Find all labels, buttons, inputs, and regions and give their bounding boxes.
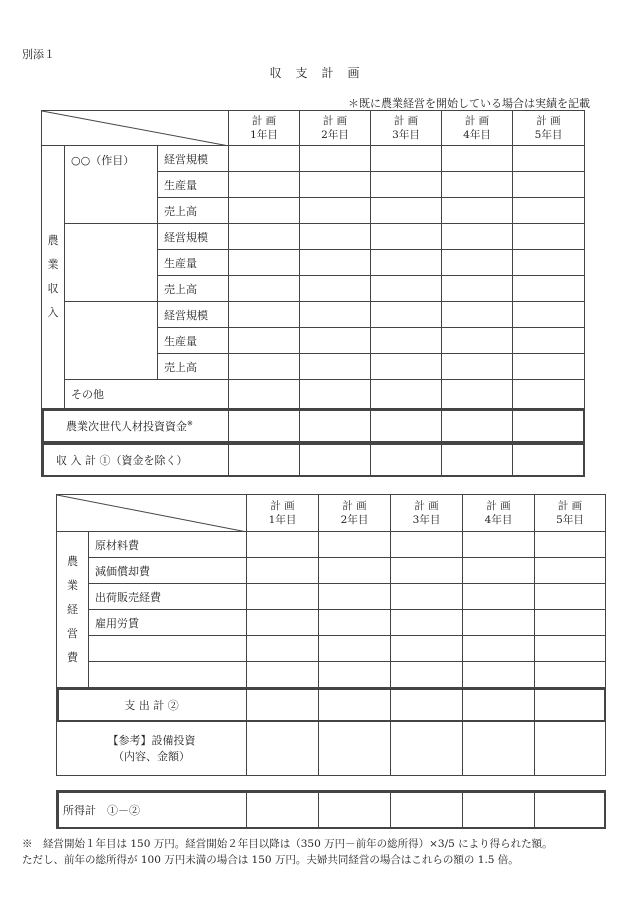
input-cell[interactable] bbox=[247, 610, 319, 636]
input-cell[interactable] bbox=[442, 250, 513, 276]
input-cell[interactable] bbox=[247, 636, 319, 662]
input-cell[interactable] bbox=[513, 354, 585, 380]
corner-cell bbox=[57, 495, 247, 532]
input-cell[interactable] bbox=[300, 224, 371, 250]
input-cell[interactable] bbox=[300, 302, 371, 328]
input-cell[interactable] bbox=[229, 380, 300, 409]
input-cell[interactable] bbox=[247, 791, 319, 829]
row-label: 減価償却費 bbox=[89, 558, 247, 584]
subsidy-footnote-mark: ※ bbox=[187, 418, 193, 427]
input-cell[interactable] bbox=[371, 302, 442, 328]
input-cell[interactable] bbox=[535, 584, 606, 610]
input-cell[interactable] bbox=[300, 380, 371, 409]
input-cell[interactable] bbox=[229, 276, 300, 302]
input-cell[interactable] bbox=[535, 636, 606, 662]
input-cell[interactable] bbox=[442, 328, 513, 354]
expense-table bbox=[56, 494, 606, 776]
input-cell[interactable] bbox=[300, 250, 371, 276]
input-cell[interactable] bbox=[300, 443, 371, 477]
row-label: 原材料費 bbox=[89, 532, 247, 558]
input-cell[interactable] bbox=[371, 250, 442, 276]
footnote-line: ただし、前年の総所得が 100 万円未満の場合は 150 万円。夫婦共同経営の場合はこれらの額の 1.5 倍。 bbox=[22, 854, 519, 866]
input-cell[interactable] bbox=[442, 380, 513, 409]
input-cell[interactable] bbox=[535, 791, 606, 829]
row-label: 売上高 bbox=[158, 198, 229, 224]
input-cell[interactable] bbox=[319, 610, 391, 636]
input-cell[interactable] bbox=[463, 791, 535, 829]
year-header: 計 画 1年目 bbox=[229, 111, 300, 146]
input-cell[interactable] bbox=[513, 443, 585, 477]
input-cell[interactable] bbox=[247, 584, 319, 610]
input-cell[interactable] bbox=[319, 688, 391, 722]
input-cell[interactable] bbox=[391, 532, 463, 558]
input-cell[interactable] bbox=[229, 224, 300, 250]
input-cell[interactable] bbox=[247, 722, 319, 776]
input-cell[interactable] bbox=[442, 443, 513, 477]
input-cell[interactable] bbox=[442, 198, 513, 224]
input-cell[interactable] bbox=[229, 146, 300, 172]
input-cell[interactable] bbox=[371, 224, 442, 250]
row-label[interactable] bbox=[89, 662, 247, 688]
input-cell[interactable] bbox=[319, 558, 391, 584]
input-cell[interactable] bbox=[300, 146, 371, 172]
input-cell[interactable] bbox=[371, 380, 442, 409]
input-cell[interactable] bbox=[463, 610, 535, 636]
input-cell[interactable] bbox=[463, 532, 535, 558]
input-cell[interactable] bbox=[442, 409, 513, 443]
input-cell[interactable] bbox=[319, 532, 391, 558]
row-label: 出荷販売経費 bbox=[89, 584, 247, 610]
input-cell[interactable] bbox=[371, 443, 442, 477]
input-cell[interactable] bbox=[247, 532, 319, 558]
year-header: 計 画 2年目 bbox=[319, 495, 391, 532]
row-label: 生産量 bbox=[158, 328, 229, 354]
input-cell[interactable] bbox=[442, 276, 513, 302]
input-cell[interactable] bbox=[535, 558, 606, 584]
input-cell[interactable] bbox=[391, 558, 463, 584]
input-cell[interactable] bbox=[513, 198, 585, 224]
top-note: ＊既に農業経営を開始している場合は実績を記載 bbox=[348, 97, 590, 110]
input-cell[interactable] bbox=[513, 250, 585, 276]
input-cell[interactable] bbox=[463, 636, 535, 662]
input-cell[interactable] bbox=[300, 276, 371, 302]
input-cell[interactable] bbox=[463, 688, 535, 722]
input-cell[interactable] bbox=[300, 409, 371, 443]
year-header: 計 画 4年目 bbox=[442, 111, 513, 146]
year-header: 計 画 3年目 bbox=[371, 111, 442, 146]
input-cell[interactable] bbox=[513, 409, 585, 443]
input-cell[interactable] bbox=[535, 610, 606, 636]
input-cell[interactable] bbox=[300, 328, 371, 354]
row-label: 売上高 bbox=[158, 354, 229, 380]
crop-group-label: ○○（作目） bbox=[65, 146, 158, 224]
input-cell[interactable] bbox=[300, 172, 371, 198]
input-cell[interactable] bbox=[463, 662, 535, 688]
row-label: 売上高 bbox=[158, 276, 229, 302]
net-income-table bbox=[56, 790, 606, 829]
income-total-label: 収 入 計 ①（資金を除く） bbox=[42, 443, 229, 477]
input-cell[interactable] bbox=[300, 354, 371, 380]
input-cell[interactable] bbox=[513, 224, 585, 250]
input-cell[interactable] bbox=[319, 636, 391, 662]
year-header: 計 画 5年目 bbox=[513, 111, 585, 146]
input-cell[interactable] bbox=[319, 791, 391, 829]
input-cell[interactable] bbox=[513, 276, 585, 302]
farm-income-label: 農業収入 bbox=[42, 146, 65, 409]
year-header: 計 画 5年目 bbox=[535, 495, 606, 532]
input-cell[interactable] bbox=[229, 302, 300, 328]
input-cell[interactable] bbox=[391, 722, 463, 776]
input-cell[interactable] bbox=[442, 354, 513, 380]
input-cell[interactable] bbox=[391, 791, 463, 829]
input-cell[interactable] bbox=[371, 354, 442, 380]
input-cell[interactable] bbox=[391, 636, 463, 662]
input-cell[interactable] bbox=[229, 198, 300, 224]
income-table bbox=[41, 110, 585, 477]
input-cell[interactable] bbox=[463, 722, 535, 776]
crop-group-blank[interactable] bbox=[65, 224, 158, 302]
input-cell[interactable] bbox=[391, 610, 463, 636]
input-cell[interactable] bbox=[247, 688, 319, 722]
other-income-label: その他 bbox=[65, 380, 229, 409]
input-cell[interactable] bbox=[247, 558, 319, 584]
input-cell[interactable] bbox=[319, 584, 391, 610]
input-cell[interactable] bbox=[513, 146, 585, 172]
input-cell[interactable] bbox=[463, 558, 535, 584]
input-cell[interactable] bbox=[319, 722, 391, 776]
attachment-label: 別添１ bbox=[22, 48, 55, 61]
diagonal-line bbox=[57, 495, 247, 532]
input-cell[interactable] bbox=[229, 354, 300, 380]
year-header: 計 画 4年目 bbox=[463, 495, 535, 532]
row-label: 経営規模 bbox=[158, 146, 229, 172]
row-label: 生産量 bbox=[158, 250, 229, 276]
input-cell[interactable] bbox=[442, 172, 513, 198]
farm-expense-label: 農業経営費 bbox=[57, 532, 89, 688]
input-cell[interactable] bbox=[229, 409, 300, 443]
expense-total-label: 支 出 計 ② bbox=[57, 688, 247, 722]
subsidy-label: 農業次世代人材投資資金※ bbox=[42, 409, 229, 443]
row-label: 生産量 bbox=[158, 172, 229, 198]
year-header: 計 画 3年目 bbox=[391, 495, 463, 532]
input-cell[interactable] bbox=[371, 409, 442, 443]
input-cell[interactable] bbox=[319, 662, 391, 688]
input-cell[interactable] bbox=[535, 722, 606, 776]
input-cell[interactable] bbox=[535, 662, 606, 688]
input-cell[interactable] bbox=[371, 276, 442, 302]
year-header: 計 画 1年目 bbox=[247, 495, 319, 532]
footnote-line: ※ 経営開始１年目は 150 万円。経営開始２年目以降は（350 万円－前年の総所得）×3/5 により得られた額。 bbox=[22, 838, 553, 850]
input-cell[interactable] bbox=[391, 688, 463, 722]
input-cell[interactable] bbox=[371, 198, 442, 224]
input-cell[interactable] bbox=[229, 172, 300, 198]
diagonal-line bbox=[42, 111, 229, 146]
input-cell[interactable] bbox=[229, 443, 300, 477]
corner-cell bbox=[42, 111, 229, 146]
page-title: 収 支 計 画 bbox=[269, 66, 361, 80]
input-cell[interactable] bbox=[247, 662, 319, 688]
input-cell[interactable] bbox=[535, 688, 606, 722]
input-cell[interactable] bbox=[513, 328, 585, 354]
net-income-label: 所得計 ①－② bbox=[57, 791, 247, 829]
crop-group-blank[interactable] bbox=[65, 302, 158, 380]
input-cell[interactable] bbox=[442, 302, 513, 328]
row-label: 雇用労賃 bbox=[89, 610, 247, 636]
capital-investment-label: 【参考】設備投資 （内容、金額） bbox=[57, 722, 247, 776]
input-cell[interactable] bbox=[391, 584, 463, 610]
input-cell[interactable] bbox=[229, 250, 300, 276]
row-label: 経営規模 bbox=[158, 224, 229, 250]
year-header: 計 画 2年目 bbox=[300, 111, 371, 146]
input-cell[interactable] bbox=[535, 532, 606, 558]
input-cell[interactable] bbox=[371, 172, 442, 198]
input-cell[interactable] bbox=[513, 172, 585, 198]
input-cell[interactable] bbox=[229, 328, 300, 354]
input-cell[interactable] bbox=[391, 662, 463, 688]
row-label: 経営規模 bbox=[158, 302, 229, 328]
row-label[interactable] bbox=[89, 636, 247, 662]
input-cell[interactable] bbox=[513, 302, 585, 328]
input-cell[interactable] bbox=[300, 198, 371, 224]
input-cell[interactable] bbox=[442, 224, 513, 250]
input-cell[interactable] bbox=[513, 380, 585, 409]
footnote bbox=[22, 836, 622, 868]
input-cell[interactable] bbox=[371, 328, 442, 354]
input-cell[interactable] bbox=[442, 146, 513, 172]
input-cell[interactable] bbox=[371, 146, 442, 172]
input-cell[interactable] bbox=[463, 584, 535, 610]
